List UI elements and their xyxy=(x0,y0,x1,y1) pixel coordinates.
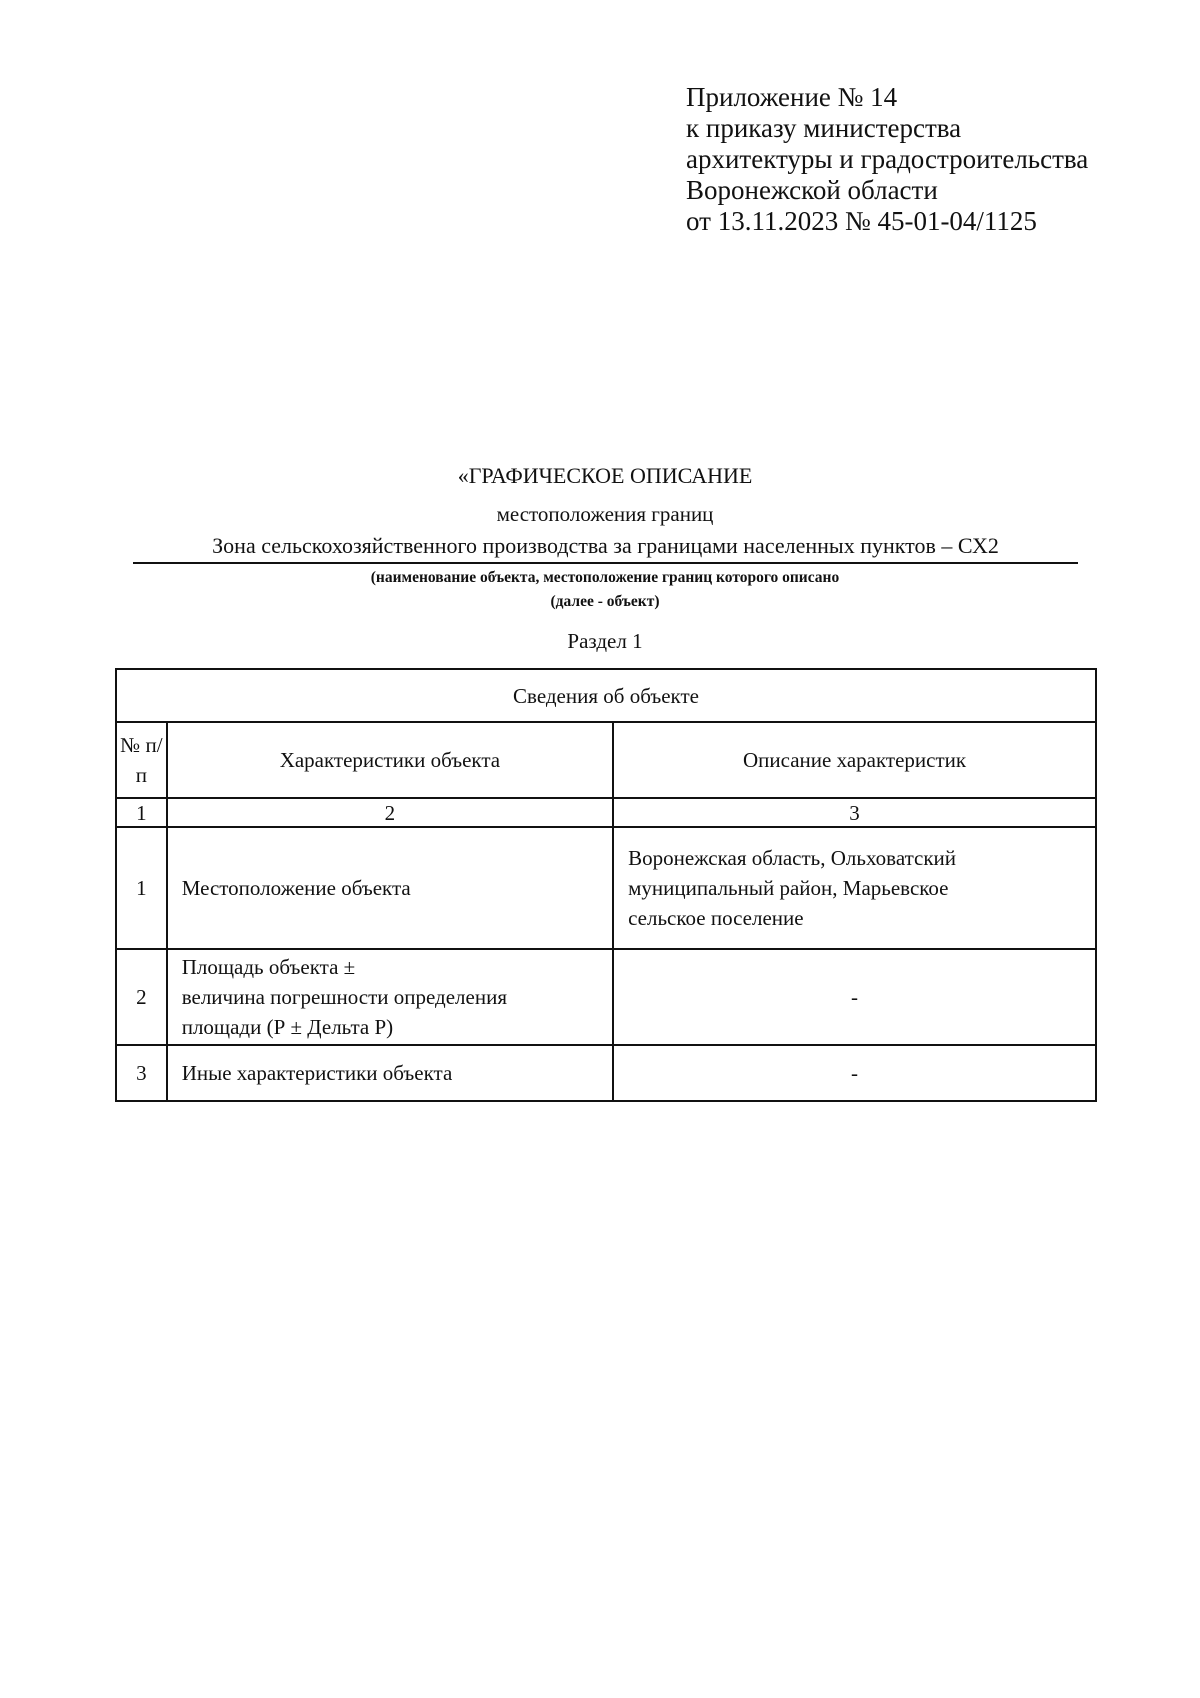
table-caption: Сведения об объекте xyxy=(116,669,1096,722)
row-characteristic-line: величина погрешности определения xyxy=(181,985,507,1009)
section-title: Раздел 1 xyxy=(567,629,643,653)
appendix-line-order: к приказу министерства xyxy=(686,113,962,143)
object-info-table xyxy=(115,668,1097,1102)
appendix-line-date: от 13.11.2023 № 45-01-04/1125 xyxy=(686,206,1037,236)
row-num: 1 xyxy=(116,827,167,949)
row-characteristic-line: площади (Р ± Дельта Р) xyxy=(181,1015,394,1039)
document-subtitle: местоположения границ xyxy=(496,502,714,526)
object-note xyxy=(130,566,1080,614)
header-num: № п/п xyxy=(116,722,167,798)
table-row xyxy=(116,949,1096,1045)
row-characteristic xyxy=(167,949,613,1045)
table-caption-row xyxy=(116,669,1096,722)
row-description: - xyxy=(613,1045,1096,1101)
row-description-line: Воронежская область, Ольховатский xyxy=(628,846,957,870)
appendix-line-ministry: архитектуры и градостроительства xyxy=(686,144,1089,174)
row-description-line: муниципальный район, Марьевское xyxy=(628,876,949,900)
row-description: - xyxy=(613,949,1096,1045)
table-row xyxy=(116,1045,1096,1101)
appendix-line-number: Приложение № 14 xyxy=(686,82,898,112)
document-title: «ГРАФИЧЕСКОЕ ОПИСАНИЕ xyxy=(457,463,753,488)
column-number: 3 xyxy=(613,798,1096,827)
object-name: Зона сельскохозяйственного производства за границами населенных пунктов – СХ2 xyxy=(133,531,1078,564)
column-number: 2 xyxy=(167,798,613,827)
row-characteristic: Местоположение объекта xyxy=(167,827,613,949)
table-header-row xyxy=(116,722,1096,798)
object-note-line: (наименование объекта, местоположение границ которого описано xyxy=(370,569,840,586)
row-num: 2 xyxy=(116,949,167,1045)
column-number: 1 xyxy=(116,798,167,827)
appendix-line-region: Воронежской области xyxy=(686,175,938,205)
table-row xyxy=(116,827,1096,949)
column-number-row xyxy=(116,798,1096,827)
row-characteristic-line: Площадь объекта ± xyxy=(181,955,356,979)
appendix-block xyxy=(686,82,1088,237)
header-description: Описание характеристик xyxy=(613,722,1096,798)
row-characteristic: Иные характеристики объекта xyxy=(167,1045,613,1101)
row-description-line: сельское поселение xyxy=(628,906,804,930)
row-description xyxy=(613,827,1096,949)
object-note-line: (далее - объект) xyxy=(550,593,660,610)
row-num: 3 xyxy=(116,1045,167,1101)
header-characteristics: Характеристики объекта xyxy=(167,722,613,798)
